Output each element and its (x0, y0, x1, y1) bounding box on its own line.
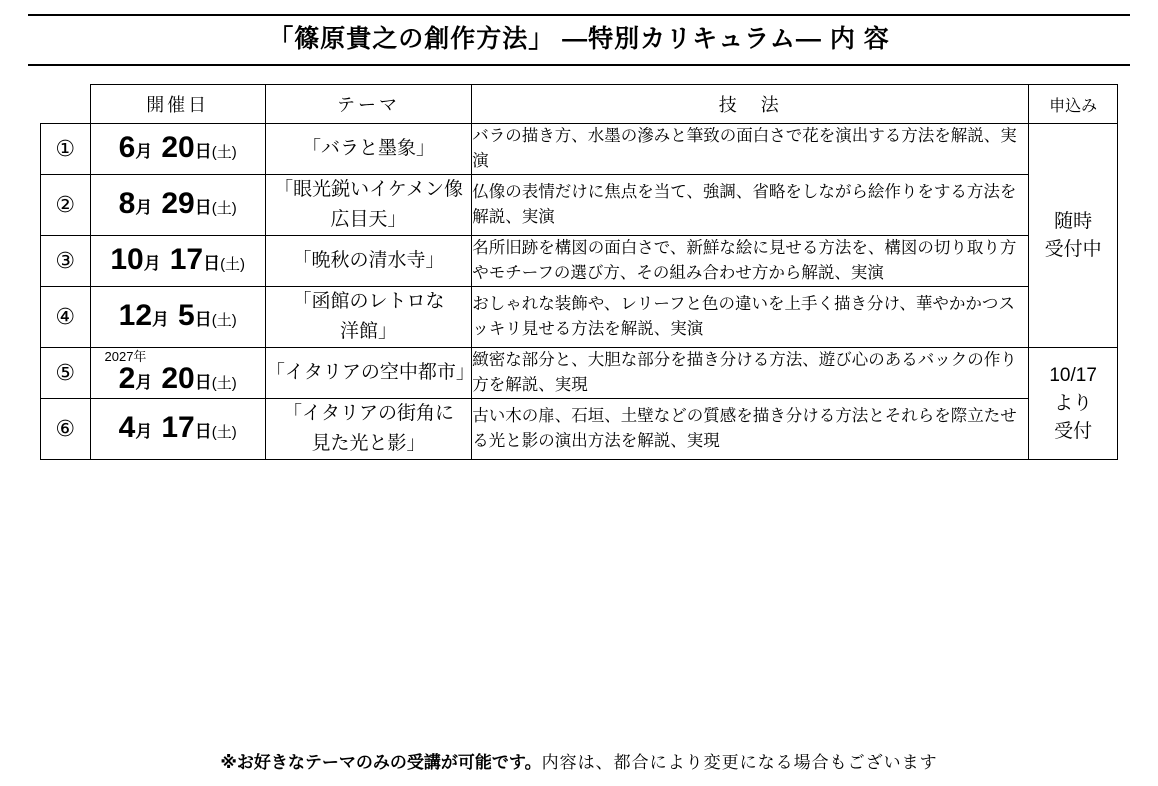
row-day: 5 (178, 299, 195, 332)
row-technique: 名所旧跡を構図の面白さで、新鮮な絵に見せる方法を、構図の切り取り方やモチーフの選び方、その組み合わせ方から解説、実演 (472, 236, 1029, 287)
row-month-unit: 月 (135, 142, 153, 161)
document-title-banner (28, 14, 1130, 66)
row-day: 17 (161, 411, 195, 444)
header-theme: テーマ (265, 85, 471, 124)
row-theme: 「晩秋の清水寺」 (265, 236, 471, 287)
row-technique: 緻密な部分と、大胆な部分を描き分ける方法、遊び心のあるバックの作り方を解説、実現 (472, 348, 1029, 399)
row-month-unit: 月 (143, 254, 161, 273)
row-theme: 「イタリアの街角に 見た光と影」 (265, 399, 471, 460)
row-number: ③ (41, 236, 91, 287)
row-number: ⑤ (41, 348, 91, 399)
row-month: 8 (118, 187, 136, 220)
row-day-unit: 日 (194, 198, 212, 217)
row-month-unit: 月 (135, 198, 153, 217)
header-technique: 技 法 (472, 85, 1029, 124)
curriculum-table (40, 84, 1118, 460)
row-date (90, 399, 265, 460)
header-number (41, 85, 91, 124)
row-date (90, 236, 265, 287)
apply-status-1: 随時 受付中 (1029, 124, 1118, 348)
row-year: 2027年 (104, 349, 147, 364)
row-technique: バラの描き方、水墨の滲みと筆致の面白さで花を演出する方法を解説、実演 (472, 124, 1029, 175)
row-dayofweek: (土) (211, 200, 237, 217)
footnote-strong: ※お好きなテーマのみの受講が可能です。 (220, 753, 542, 772)
table-row (41, 399, 1118, 460)
apply-status-2: 10/17 より 受付 (1029, 348, 1118, 460)
footnote (40, 748, 1118, 773)
row-number: ① (41, 124, 91, 175)
table-header-row (41, 85, 1118, 124)
row-theme: 「イタリアの空中都市」 (265, 348, 471, 399)
row-day: 17 (169, 243, 204, 276)
row-day-unit: 日 (194, 310, 212, 329)
row-month-unit: 月 (135, 373, 153, 392)
table-row (41, 348, 1118, 399)
row-date (90, 124, 265, 175)
row-day: 20 (161, 362, 195, 395)
table-row (41, 124, 1118, 175)
table-row (41, 236, 1118, 287)
row-number: ⑥ (41, 399, 91, 460)
row-day-unit: 日 (194, 373, 212, 392)
header-apply: 申込み (1029, 85, 1118, 124)
row-month: 2 (118, 362, 136, 395)
row-theme: 「函館のレトロな 洋館」 (265, 287, 471, 348)
row-month: 4 (118, 411, 136, 444)
row-technique: 古い木の扉、石垣、土壁などの質感を描き分ける方法とそれらを際立たせる光と影の演出方法を解説、実現 (472, 399, 1029, 460)
row-day: 20 (161, 131, 195, 164)
row-day-unit: 日 (194, 142, 212, 161)
row-month: 6 (118, 131, 136, 164)
row-date (90, 175, 265, 236)
row-day-unit: 日 (194, 422, 212, 441)
table-row (41, 175, 1118, 236)
row-month: 12 (118, 299, 153, 332)
page-title: 「篠原貴之の創作方法」 ―特別カリキュラム― 内 容 (268, 25, 890, 53)
row-month-unit: 月 (152, 310, 170, 329)
row-dayofweek: (土) (211, 144, 237, 161)
row-theme: 「バラと墨象」 (265, 124, 471, 175)
row-number: ④ (41, 287, 91, 348)
row-technique: 仏像の表情だけに焦点を当て、強調、省略をしながら絵作りをする方法を解説、実演 (472, 175, 1029, 236)
row-technique: おしゃれな装飾や、レリーフと色の違いを上手く描き分け、華やかかつスッキリ見せる方法を解説、実演 (472, 287, 1029, 348)
row-dayofweek: (土) (220, 256, 246, 273)
row-date (90, 287, 265, 348)
row-date (90, 348, 265, 399)
row-number: ② (41, 175, 91, 236)
header-date: 開催日 (90, 85, 265, 124)
row-dayofweek: (土) (211, 312, 237, 329)
row-day-unit: 日 (203, 254, 221, 273)
row-month: 10 (110, 243, 144, 276)
row-theme: 「眼光鋭いイケメン像 広目天」 (265, 175, 471, 236)
row-dayofweek: (土) (211, 424, 237, 441)
row-dayofweek: (土) (211, 375, 237, 392)
row-month-unit: 月 (135, 422, 153, 441)
row-day: 29 (161, 187, 195, 220)
footnote-normal: 内容は、都合により変更になる場合もございます (541, 753, 938, 772)
table-row (41, 287, 1118, 348)
